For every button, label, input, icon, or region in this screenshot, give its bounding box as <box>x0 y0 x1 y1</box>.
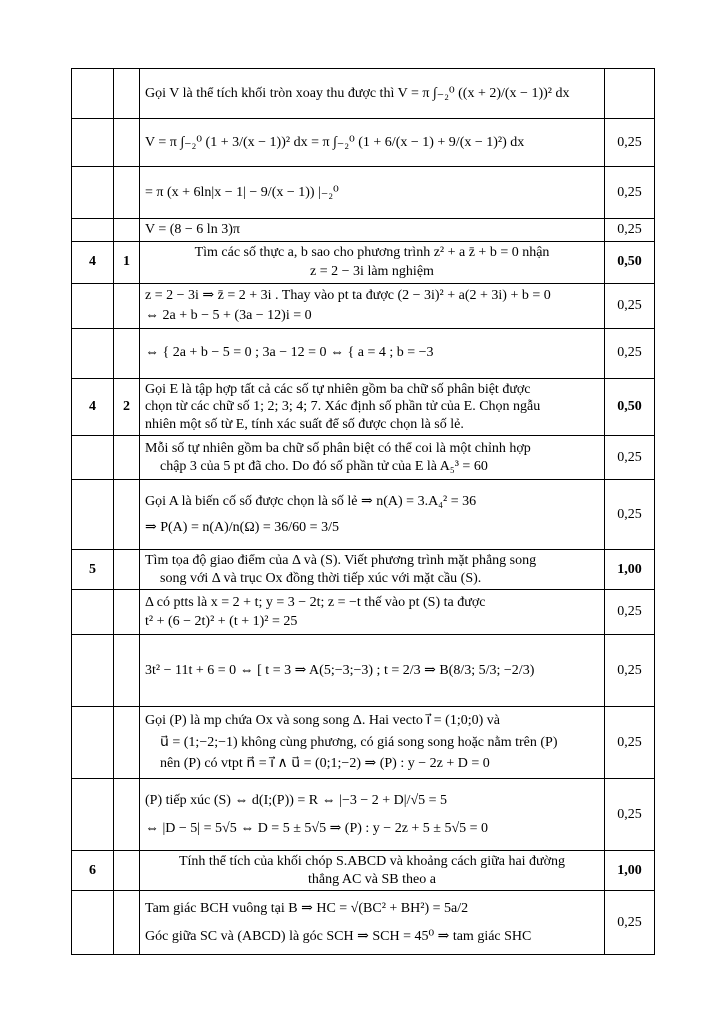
score-cell: 0,25 <box>605 779 655 851</box>
content-line: Tính thể tích của khối chóp S.ABCD và khoảng cách giữa hai đường <box>178 854 566 869</box>
score-cell: 0,25 <box>605 167 655 219</box>
question-cell: 5 <box>72 550 114 590</box>
question-cell <box>72 328 114 378</box>
table-row <box>72 241 655 283</box>
table-row <box>72 707 655 779</box>
question-cell <box>72 119 114 167</box>
part-cell <box>114 550 140 590</box>
part-cell <box>114 590 140 635</box>
content-line: Δ có ptts là x = 2 + t; y = 3 − 2t; z = −t thế vào pt (S) ta được <box>145 594 486 610</box>
table-row <box>72 69 655 119</box>
content-line: Gọi E là tập hợp tất cả các số tự nhiên gồm ba chữ số phân biệt được <box>145 381 531 397</box>
content-cell <box>140 480 605 550</box>
question-cell: 6 <box>72 851 114 891</box>
part-cell <box>114 707 140 779</box>
content-line: Góc giữa SC và (ABCD) là góc SCH ⇒ SCH = 45⁰ ⇒ tam giác SHC <box>145 928 532 944</box>
content-line: z = 2 − 3i ⇒ z̄ = 2 + 3i . Thay vào pt ta được (2 − 3i)² + a(2 + 3i) + b = 0 <box>145 288 551 303</box>
content-cell <box>140 378 605 436</box>
question-cell <box>72 779 114 851</box>
score-cell: 1,00 <box>605 550 655 590</box>
table-row <box>72 480 655 550</box>
score-cell: 1,00 <box>605 851 655 891</box>
score-cell: 0,25 <box>605 283 655 328</box>
content-line: 3t² − 11t + 6 = 0 ⇔ [ t = 3 ⇒ A(5;−3;−3) ; t = 2/3 ⇒ B(8/3; 5/3; −2/3) <box>145 662 535 678</box>
part-cell <box>114 891 140 955</box>
content-line: ⇔ { 2a + b − 5 = 0 ; 3a − 12 = 0 ⇔ { a = 4 ; b = −3 <box>145 345 434 361</box>
content-cell <box>140 635 605 707</box>
question-cell: 4 <box>72 241 114 283</box>
table-row <box>72 328 655 378</box>
content-cell <box>140 436 605 480</box>
content-line: = π (x + 6ln|x − 1| − 9/(x − 1)) |₋₂⁰ <box>145 184 339 200</box>
part-cell <box>114 480 140 550</box>
content-cell <box>140 707 605 779</box>
table-row <box>72 378 655 436</box>
content-line: V = π ∫₋₂⁰ (1 + 3/(x − 1))² dx = π ∫₋₂⁰ (1 + 6/(x − 1) + 9/(x − 1)²) dx <box>145 134 525 150</box>
question-cell: 4 <box>72 378 114 436</box>
table-row <box>72 851 655 891</box>
table-row <box>72 167 655 219</box>
content-cell <box>140 328 605 378</box>
content-line: chập 3 của 5 pt đã cho. Do đó số phần tử của E là A₅³ = 60 <box>160 458 488 474</box>
table-row <box>72 779 655 851</box>
part-cell <box>114 283 140 328</box>
part-cell <box>114 328 140 378</box>
score-cell: 0,50 <box>605 378 655 436</box>
question-cell <box>72 436 114 480</box>
content-cell <box>140 891 605 955</box>
content-line: Gọi A là biến cố số được chọn là số lẻ ⇒ n(A) = 3.A₄² = 36 <box>145 494 477 509</box>
score-cell <box>605 69 655 119</box>
part-cell <box>114 779 140 851</box>
content-line: chọn từ các chữ số 1; 2; 3; 4; 7. Xác định số phần tử của E. Chọn ngẫu <box>145 399 541 414</box>
content-cell <box>140 851 605 891</box>
table-row <box>72 219 655 242</box>
question-cell <box>72 707 114 779</box>
question-cell <box>72 891 114 955</box>
part-cell <box>114 635 140 707</box>
content-line: ⇔ |D − 5| = 5√5 ⇔ D = 5 ± 5√5 ⇒ (P) : y − 2z + 5 ± 5√5 = 0 <box>145 820 489 836</box>
table-row <box>72 119 655 167</box>
content-cell <box>140 550 605 590</box>
content-line: ⇔ 2a + b − 5 + (3a − 12)i = 0 <box>145 307 312 323</box>
content-line: V = (8 − 6 ln 3)π <box>145 222 240 237</box>
part-cell: 2 <box>114 378 140 436</box>
content-cell <box>140 590 605 635</box>
score-cell: 0,25 <box>605 436 655 480</box>
part-cell <box>114 119 140 167</box>
content-cell <box>140 241 605 283</box>
content-line: song với Δ và trục Ox đồng thời tiếp xúc với mặt cầu (S). <box>160 570 482 586</box>
question-cell <box>72 283 114 328</box>
content-line: thẳng AC và SB theo a <box>308 871 436 887</box>
content-line: ⇒ P(A) = n(A)/n(Ω) = 36/60 = 3/5 <box>145 519 339 535</box>
content-line: t² + (6 − 2t)² + (t + 1)² = 25 <box>145 614 298 629</box>
score-cell: 0,25 <box>605 119 655 167</box>
part-cell <box>114 167 140 219</box>
content-line: z = 2 − 3i làm nghiệm <box>310 264 434 279</box>
content-line: u⃗ = (1;−2;−1) không cùng phương, có giá song song hoặc nằm trên (P) <box>160 734 558 750</box>
part-cell <box>114 436 140 480</box>
question-cell <box>72 590 114 635</box>
score-cell: 0,25 <box>605 480 655 550</box>
part-cell: 1 <box>114 241 140 283</box>
score-cell: 0,25 <box>605 891 655 955</box>
score-cell: 0,25 <box>605 219 655 242</box>
table-row <box>72 635 655 707</box>
content-line: Tam giác BCH vuông tại B ⇒ HC = √(BC² + BH²) = 5a/2 <box>145 901 469 916</box>
table-row <box>72 550 655 590</box>
content-cell <box>140 219 605 242</box>
score-cell: 0,25 <box>605 328 655 378</box>
content-line: Gọi (P) là mp chứa Ox và song song Δ. Hai vecto i⃗ = (1;0;0) và <box>145 713 500 729</box>
part-cell <box>114 851 140 891</box>
question-cell <box>72 219 114 242</box>
content-line: Tìm tọa độ giao điểm của Δ và (S). Viết phương trình mặt phẳng song <box>145 553 537 568</box>
question-cell <box>72 635 114 707</box>
content-cell <box>140 779 605 851</box>
content-line: Gọi V là thể tích khối tròn xoay thu được thì V = π ∫₋₂⁰ ((x + 2)/(x − 1))² dx <box>145 85 570 101</box>
question-cell <box>72 167 114 219</box>
question-cell <box>72 480 114 550</box>
question-cell <box>72 69 114 119</box>
score-cell: 0,50 <box>605 241 655 283</box>
content-cell <box>140 283 605 328</box>
content-line: Tìm các số thực a, b sao cho phương trình z² + a z̄ + b = 0 nhận <box>194 244 550 260</box>
score-cell: 0,25 <box>605 590 655 635</box>
table-row <box>72 590 655 635</box>
table-row <box>72 891 655 955</box>
content-line: nên (P) có vtpt n⃗ = i⃗ ∧ u⃗ = (0;1;−2) ⇒ (P) : y − 2z + D = 0 <box>160 756 490 772</box>
answer-table-body <box>72 69 655 955</box>
content-line: nhiên một số từ E, tính xác suất để số được chọn là số lẻ. <box>145 416 464 432</box>
table-row <box>72 436 655 480</box>
content-cell <box>140 69 605 119</box>
score-cell: 0,25 <box>605 635 655 707</box>
part-cell <box>114 219 140 242</box>
content-line: (P) tiếp xúc (S) ⇔ d(I;(P)) = R ⇔ |−3 − 2 + D|/√5 = 5 <box>145 793 448 808</box>
content-cell <box>140 119 605 167</box>
content-cell <box>140 167 605 219</box>
score-cell: 0,25 <box>605 707 655 779</box>
answer-table <box>71 68 655 955</box>
content-line: Mỗi số tự nhiên gồm ba chữ số phân biệt có thể coi là một chỉnh hợp <box>145 441 531 456</box>
table-row <box>72 283 655 328</box>
part-cell <box>114 69 140 119</box>
